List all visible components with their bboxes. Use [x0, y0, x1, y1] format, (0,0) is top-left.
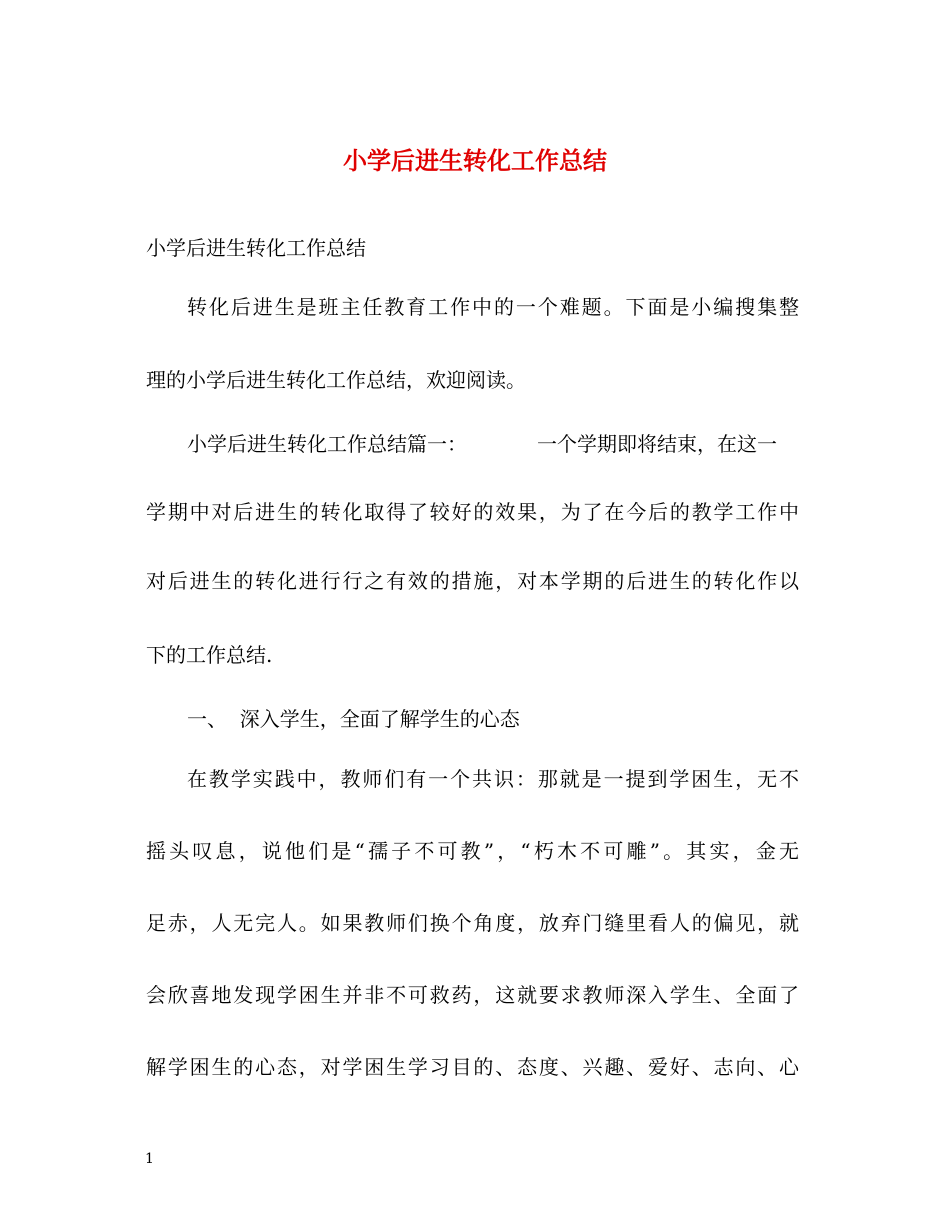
paragraph-line-8: 摇头叹息，说他们是“孺子不可教”，“朽木不可雕”。其实，金无 [146, 839, 799, 863]
page-number: 1 [145, 1151, 154, 1167]
document-subtitle: 小学后进生转化工作总结 [146, 236, 366, 260]
paragraph-line-6: 下的工作总结. [146, 643, 273, 667]
paragraph-line-1: 转化后进生是班主任教育工作中的一个难题。下面是小编搜集整 [187, 295, 799, 319]
section-heading: 一、 深入学生，全面了解学生的心态 [187, 707, 520, 731]
paragraph-line-4: 学期中对后进生的转化取得了较好的效果，为了在今后的教学工作中 [146, 500, 799, 524]
paragraph-line-9: 足赤，人无完人。如果教师们换个角度，放弃门缝里看人的偏见，就 [146, 911, 799, 935]
paragraph-line-5: 对后进生的转化进行行之有效的措施，对本学期的后进生的转化作以 [146, 569, 799, 593]
paragraph-line-2: 理的小学后进生转化工作总结，欢迎阅读。 [146, 368, 526, 392]
document-title: 小学后进生转化工作总结 [343, 146, 607, 175]
paragraph-line-11: 解学困生的心态，对学困生学习目的、态度、兴趣、爱好、志向、心 [146, 1055, 799, 1079]
paragraph-text: 一个学期即将结束，在这一 [537, 432, 777, 456]
paragraph-line-3 [187, 429, 799, 459]
paragraph-line-10: 会欣喜地发现学困生并非不可救药，这就要求教师深入学生、全面了 [146, 983, 799, 1007]
section-heading-text: 小学后进生转化工作总结篇一： [187, 432, 467, 456]
paragraph-line-7: 在教学实践中，教师们有一个共识：那就是一提到学困生，无不 [187, 767, 799, 791]
